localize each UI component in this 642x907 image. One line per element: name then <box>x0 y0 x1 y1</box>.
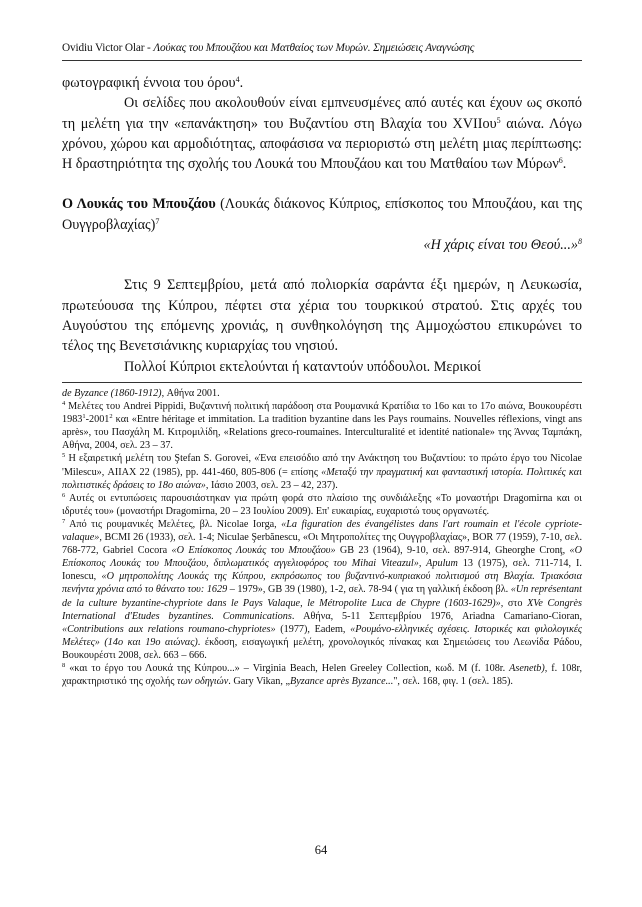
main-text <box>62 73 582 377</box>
epigraph: «Η χάρις είναι του Θεού...»$^8$ <box>423 237 582 254</box>
running-header <box>62 42 582 54</box>
header-rule <box>62 60 582 61</box>
footnote-8: $^8$ «και το έργο του Λουκά της Κύπρου...» – Virginia Beach, Helen Greeley Collection, κωδ. Μ (f. 108r. Asenetb), f. 108r, χαρακτηριστικό της σχολής των οδηγιών. Gary Vikan, „Byzance après Byzance...", σελ. 168, φιγ. 1 (σελ. 185). <box>62 661 582 688</box>
paragraph-1: φωτογραφική έννοια του όρου$^4$. <box>62 75 244 91</box>
footnote-5: $^5$ Η εξαιρετική μελέτη του Ştefan S. Gorovei, «Ένα επεισόδιο από την Ανάκτηση του Βυζαντίου: το πρώτο έργο του Nicolae 'Milescu», ΑΙΙΑΧ 22 (1985), pp. 441-460, 805-806 (= επίσης «Μεταξύ την πραγματική και φανταστική ιστορία. Πολιτικές και πολιτιστικές δράσεις το 18ο αιώνα», Ιάσιο 2003, σελ. 23 – 42, 237). <box>62 452 582 491</box>
footnote-7: $^7$ Από τις ρουμανικές Μελέτες, βλ. Nicolae Iorga, «La figuration des évangélistes dans l'art roumain et l'école cypriote-valaque», BCMI 26 (1933), σελ. 1-4; Niculae Şerbănescu, «Οι Μητροπολίτες της Ουγγροβλαχίας», BOR 77 (1959), 7-10, σελ. 768-772, Gabriel Cocora «Ο Επίσκοπος Λουκάς του Μπουζάου» GB 23 (1964), 9-10, σελ. 897-914, Gheorghe Cronţ, «Ο Επίσκοπος Λουκάς του Μπουζάου, διπλωματικός αγγελιοφόρος του Mihai Viteazul», Apulum 13 (1975), σελ. 711-714, I. Ionescu, «Ο μητροπολίτης Λουκάς της Κύπρου, εκπρόσωπος του βυζαντινό-κυπριακού πολιτισμού στη Βλαχία. Τριακόσια πενήντα χρόνια από το θάνατο του: 1629 – 1979», GB 39 (1980), 1-2, σελ. 78-94 ( για τη γαλλική έκδοση βλ. «Un représentant de la culture byzantine-chypriote dans le Pays Valaque, le Métropolite Luca de Chypre (1603-1629)», στο XVe Congrès International d'Etudes byzantines. Communications. Αθήνα, 5-11 Σεπτεμβρίου 1976, Ariadna Camariano-Cioran, «Contributions aux relations roumano-chypriotes» (1977), Eadem, «Ρουμάνο-ελληνικές σχέσεις. Ιστορικές και φιλολογικές Μελέτες» (14ο και 19ο αιώνας). έκδοση, εισαγωγική μελέτη, χρονολογικός πίνακας και Σημειώσεις του Λεωνίδα Ράδου, Βουκουρέστι 2008, σελ. 663 – 666. <box>62 517 582 661</box>
footnote-6: $^6$ Αυτές οι εντυπώσεις παρουσιάστηκαν για πρώτη φορά στο πλαίσιο της συνδιάλεξης «Το μοναστήρι Dragomirna και οι ιδρυτές του» (μοναστήρι Dragomirna, 20 – 23 Ιουλίου 2009). Επ' ευκαιρίας, ευχαριστώ τους οργανωτές. <box>62 491 582 517</box>
page-number: 64 <box>314 843 328 857</box>
section-title: Ο Λουκάς του Μπουζάου <box>62 196 216 213</box>
footnote-4: $^4$ Μελέτες του Andrei Pippidi, Βυζαντινή πολιτική παράδοση στα Ρουμανικά Κρατίδια το 16ο και το 17ο αιώνα, Βουκουρέστι 1983$^1$-2001$^2$ και «Entre héritage et immitation. La tradition byzantine dans les Pays roumains. Nouvelles réflexions, vingt ans après», του Πασχάλη Μ. Κιτρομιλίδη, «Relations greco-roumaines. Interculturalité et identité nationale» της Άννας Ταμπάκη, Αθήνα, 2004, σελ. 23 – 37. <box>62 400 582 452</box>
paragraph-2: Οι σελίδες που ακολουθούν είναι εμπνευσμένες από αυτές και έχουν ως σκοπό τη μελέτη για την «επανάκτηση» του Βυζαντίου στη Βλαχία του XVIIου$^5$ αιώνα. Λόγω χρόνου, χώρου και αρμοδιότητας, αποφάσισα να περιοριστώ στη μελέτη μιας περίπτωσης: Η δραστηριότητα της σχολής του Λουκά του Μπουζάου και του Ματθαίου των Μύρων$^6$. <box>62 95 582 173</box>
footnote-rule <box>62 382 582 383</box>
header-author: Ovidiu Victor Olar - <box>62 42 154 54</box>
paragraph-3: Στις 9 Σεπτεμβρίου, μετά από πολιορκία σαράντα έξι ημερών, η Λευκωσία, πρωτεύουσα της Κύπρου, πέφτει στα χέρια του τουρκικού στρατού. Στις αρχές του Αυγούστου της επόμενης χρονιάς, η συνθηκολόγηση της Αμμοχώστου επικυρώνει το τέλος της Βενετσιάνικης κυριαρχίας του νησιού. <box>62 277 582 355</box>
paragraph-4: Πολλοί Κύπριοι εκτελούνται ή καταντούν υπόδουλοι. Μερικοί <box>124 358 481 375</box>
footnotes <box>62 387 582 688</box>
footnote-continuation: de Byzance (1860-1912), Αθήνα 2001. <box>62 388 220 399</box>
header-title: Λούκας του Μπουζάου και Ματθαίος των Μυρών. Σημειώσεις Αναγνώσης <box>153 42 475 54</box>
section-heading: Ο Λουκάς του Μπουζάου (Λουκάς διάκονος Κύπριος, επίσκοπος του Μπουζάου, και της Ουγγροβλαχίας)$^7$ <box>62 196 582 233</box>
